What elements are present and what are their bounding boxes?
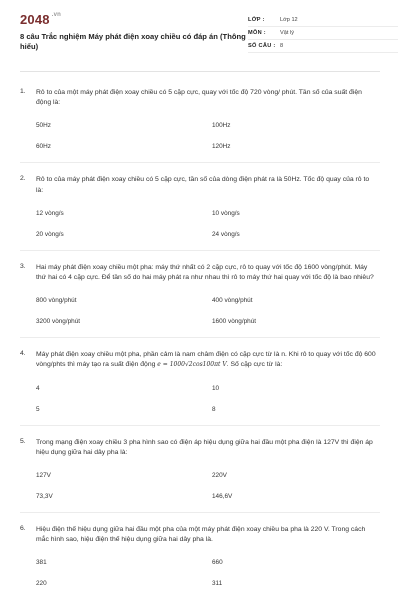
divider	[20, 337, 380, 338]
question-3	[20, 263, 380, 338]
question-text: Hai máy phát điện xoay chiều một pha: máy thứ nhất có 2 cặp cực, rô to quay với tốc độ 1600 vòng/phút. Máy thứ hai có 4 cặp cực. Để tần số do hai máy phát ra như nhau thì rô to máy thứ hai quay với tốc độ là bao nhiêu?	[36, 263, 374, 281]
answer-options	[36, 559, 380, 587]
option-d[interactable]: 1600 vòng/phút	[212, 318, 257, 326]
divider	[20, 250, 380, 251]
option-b[interactable]: 10	[212, 384, 220, 392]
option-b[interactable]: 660	[212, 559, 223, 567]
meta-value: Vật lý	[280, 30, 294, 36]
answer-options	[36, 210, 380, 238]
question-number: 4.	[20, 350, 26, 358]
question-4	[20, 350, 380, 425]
answer-options	[36, 472, 380, 500]
document-title: 8 câu Trắc nghiệm Máy phát điện xoay chiều có đáp án (Thông hiểu)	[20, 32, 246, 52]
divider	[20, 425, 380, 426]
logo-text: 2048	[20, 12, 50, 27]
logo-suffix: .vn	[51, 12, 62, 18]
question-1	[20, 88, 380, 163]
divider	[20, 162, 380, 163]
question-number: 6.	[20, 524, 26, 532]
option-d[interactable]: 24 vòng/s	[212, 230, 240, 238]
option-a[interactable]: 4	[36, 384, 40, 392]
option-d[interactable]: 8	[212, 405, 216, 413]
question-text: Trong mạng điện xoay chiều 3 pha hình sao có điện áp hiệu dụng giữa hai đầu một pha điện là 127V thì điện áp hiệu dụng giữa hai dây pha là:	[36, 438, 373, 456]
question-text: Rô to của máy phát điện xoay chiều có 5 cặp cực, tần số của dòng điện phát ra là 50Hz. Tốc độ quay của rô to là:	[36, 176, 370, 194]
option-d[interactable]: 146,6V	[212, 492, 233, 500]
meta-label: LỚP :	[248, 17, 265, 23]
option-a[interactable]: 50Hz	[36, 122, 51, 130]
option-d[interactable]: 311	[212, 580, 223, 588]
meta-row-count	[248, 40, 398, 53]
option-b[interactable]: 400 vòng/phút	[212, 297, 253, 305]
question-list	[20, 72, 380, 587]
question-text-part: Máy phát điện xoay chiều một pha, phần cảm là nam châm điện có cặp cực từ là n. Khi rô to quay với tốc độ 600 vòng/phts thì máy tạo ra suất điện động	[36, 351, 376, 369]
divider	[20, 512, 380, 513]
answer-options	[36, 122, 380, 150]
option-c[interactable]: 60Hz	[36, 143, 51, 151]
question-text-part: . Số cặp cực từ là:	[226, 361, 283, 369]
option-b[interactable]: 220V	[212, 471, 227, 479]
question-6	[20, 525, 380, 587]
question-number: 5.	[20, 437, 26, 445]
site-logo[interactable]	[20, 12, 61, 27]
option-c[interactable]: 3200 vòng/phút	[36, 318, 81, 326]
question-5	[20, 438, 380, 513]
question-number: 3.	[20, 262, 26, 270]
option-c[interactable]: 220	[36, 580, 47, 588]
meta-value: 8	[280, 43, 284, 49]
question-text: Rô to của một máy phát điện xoay chiều có 5 cặp cực, quay với tốc độ 720 vòng/ phút. Tần số của suất điện động là:	[36, 89, 362, 107]
option-b[interactable]: 100Hz	[212, 122, 231, 130]
emf-formula: e = 1000√2cos100πt V	[157, 361, 227, 369]
option-d[interactable]: 120Hz	[212, 143, 231, 151]
option-c[interactable]: 73,3V	[36, 492, 53, 500]
answer-options	[36, 297, 380, 325]
question-number: 2.	[20, 175, 26, 183]
meta-row-class	[248, 14, 398, 27]
question-text: Hiệu điện thế hiệu dụng giữa hai đầu một pha của một máy phát điện xoay chiều ba pha là 220 V. Trong cách mắc hình sao, hiệu điện thế hiệu dụng giữa hai dây pha là.	[36, 525, 366, 544]
meta-row-subject	[248, 27, 398, 40]
meta-info	[248, 14, 398, 53]
question-2	[20, 175, 380, 250]
question-number: 1.	[20, 88, 26, 95]
document-header	[20, 12, 380, 72]
option-a[interactable]: 800 vòng/phút	[36, 297, 77, 305]
option-a[interactable]: 12 vòng/s	[36, 209, 64, 217]
meta-label: SỐ CÂU :	[248, 43, 276, 49]
meta-label: MÔN :	[248, 30, 266, 36]
answer-options	[36, 385, 380, 413]
option-a[interactable]: 381	[36, 559, 47, 567]
meta-value: Lớp 12	[280, 17, 298, 23]
question-text	[36, 350, 380, 370]
option-c[interactable]: 5	[36, 405, 40, 413]
option-c[interactable]: 20 vòng/s	[36, 230, 64, 238]
option-b[interactable]: 10 vòng/s	[212, 209, 240, 217]
option-a[interactable]: 127V	[36, 471, 51, 479]
